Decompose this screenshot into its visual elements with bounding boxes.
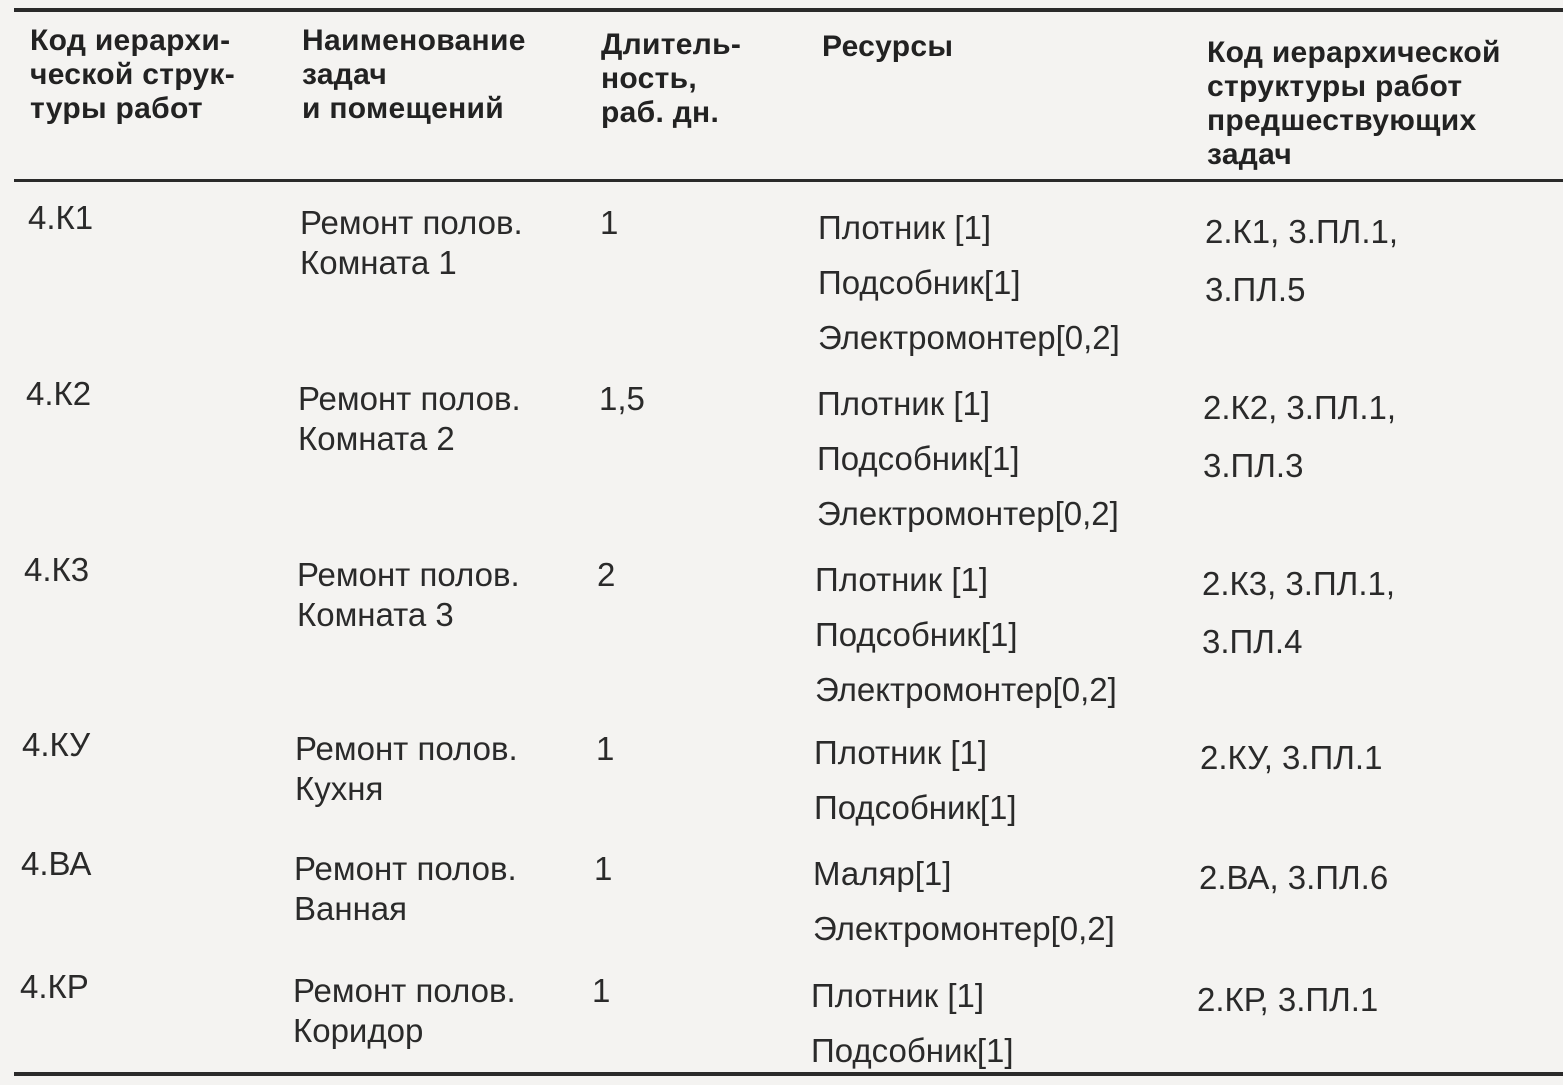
resource-item: Электромонтер[0,2] xyxy=(817,495,1119,532)
row-4-code: 4.КУ xyxy=(22,726,91,763)
predecessor-line: 2.КР, 3.ПЛ.1 xyxy=(1197,981,1379,1018)
row-2-predecessors xyxy=(1203,379,1396,495)
row-2-resources xyxy=(817,376,1119,541)
header-line: раб. дн. xyxy=(601,96,720,129)
row-1-name xyxy=(300,203,523,283)
resource-item: Подсобник[1] xyxy=(815,616,1018,653)
row-1-resources xyxy=(818,200,1120,365)
row-4-resources xyxy=(814,725,1017,835)
predecessor-line: 2.К1, 3.ПЛ.1, xyxy=(1205,213,1399,250)
predecessor-line: 3.ПЛ.5 xyxy=(1205,271,1306,308)
header-resources xyxy=(822,30,953,64)
header-task-name xyxy=(302,24,526,126)
row-6-predecessors xyxy=(1197,971,1378,1029)
name-line: Комната 1 xyxy=(300,244,457,281)
header-line: ность, xyxy=(601,62,698,95)
row-1-predecessors xyxy=(1205,203,1398,319)
name-line: Комната 2 xyxy=(298,420,455,457)
resource-item: Подсобник[1] xyxy=(814,789,1017,826)
resource-item: Плотник [1] xyxy=(817,385,991,422)
row-4-name xyxy=(295,729,518,809)
header-duration xyxy=(601,28,741,130)
header-line: предшествующих xyxy=(1207,104,1477,137)
row-4-predecessors xyxy=(1200,729,1382,787)
row-5-predecessors xyxy=(1199,849,1388,907)
header-line: Код иерархи- xyxy=(30,24,231,57)
resource-item: Подсобник[1] xyxy=(817,440,1020,477)
name-line: Ремонт полов. xyxy=(294,850,517,887)
header-line: Длитель- xyxy=(601,28,742,61)
row-3-resources xyxy=(815,552,1117,717)
resource-item: Подсобник[1] xyxy=(811,1032,1014,1069)
header-line: Наименование xyxy=(302,24,526,57)
row-3-predecessors xyxy=(1202,555,1395,671)
name-line: Ванная xyxy=(294,890,408,927)
header-line: задач xyxy=(302,58,388,91)
row-3-code: 4.К3 xyxy=(24,551,90,588)
resource-item: Плотник [1] xyxy=(811,977,985,1014)
name-line: Коридор xyxy=(293,1012,424,1049)
resource-item: Электромонтер[0,2] xyxy=(818,319,1120,356)
header-line: и помещений xyxy=(302,92,505,125)
row-6-name xyxy=(293,971,516,1051)
predecessor-line: 2.КУ, 3.ПЛ.1 xyxy=(1200,739,1383,776)
resource-item: Плотник [1] xyxy=(814,734,988,771)
header-predecessors xyxy=(1207,36,1501,172)
row-6-duration: 1 xyxy=(592,972,611,1009)
header-line: ческой струк- xyxy=(30,58,236,91)
name-line: Ремонт полов. xyxy=(293,972,516,1009)
resource-item: Электромонтер[0,2] xyxy=(813,910,1115,947)
row-5-duration: 1 xyxy=(594,850,613,887)
row-1-code: 4.К1 xyxy=(28,199,94,236)
row-6-code: 4.КР xyxy=(20,968,89,1005)
resource-item: Маляр[1] xyxy=(813,855,952,892)
name-line: Ремонт полов. xyxy=(298,380,521,417)
header-wbs-code xyxy=(30,24,235,126)
header-line: Код иерархической xyxy=(1207,36,1501,69)
table-top-rule xyxy=(14,8,1563,12)
row-2-name xyxy=(298,379,521,459)
header-line: задач xyxy=(1207,138,1293,171)
row-5-code: 4.ВА xyxy=(21,845,92,882)
row-5-name xyxy=(294,849,517,929)
row-6-resources xyxy=(811,968,1014,1078)
resource-item: Плотник [1] xyxy=(815,561,989,598)
name-line: Ремонт полов. xyxy=(297,556,520,593)
header-line: туры работ xyxy=(30,92,203,125)
row-2-duration: 1,5 xyxy=(599,380,645,417)
header-line: Ресурсы xyxy=(822,30,954,63)
name-line: Кухня xyxy=(295,770,384,807)
header-line: структуры работ xyxy=(1207,70,1463,103)
resource-item: Подсобник[1] xyxy=(818,264,1021,301)
resource-item: Плотник [1] xyxy=(818,209,992,246)
predecessor-line: 3.ПЛ.3 xyxy=(1203,447,1304,484)
row-5-resources xyxy=(813,846,1115,956)
predecessor-line: 2.К3, 3.ПЛ.1, xyxy=(1202,565,1396,602)
predecessor-line: 2.К2, 3.ПЛ.1, xyxy=(1203,389,1397,426)
row-1-duration: 1 xyxy=(600,204,619,241)
name-line: Ремонт полов. xyxy=(300,204,523,241)
name-line: Комната 3 xyxy=(297,596,454,633)
predecessor-line: 2.ВА, 3.ПЛ.6 xyxy=(1199,859,1389,896)
name-line: Ремонт полов. xyxy=(295,730,518,767)
row-3-duration: 2 xyxy=(597,556,616,593)
row-4-duration: 1 xyxy=(596,730,615,767)
predecessor-line: 3.ПЛ.4 xyxy=(1202,623,1303,660)
row-2-code: 4.К2 xyxy=(26,375,92,412)
header-separator-rule xyxy=(14,179,1563,182)
resource-item: Электромонтер[0,2] xyxy=(815,671,1117,708)
row-3-name xyxy=(297,555,520,635)
table-bottom-rule xyxy=(14,1072,1563,1076)
